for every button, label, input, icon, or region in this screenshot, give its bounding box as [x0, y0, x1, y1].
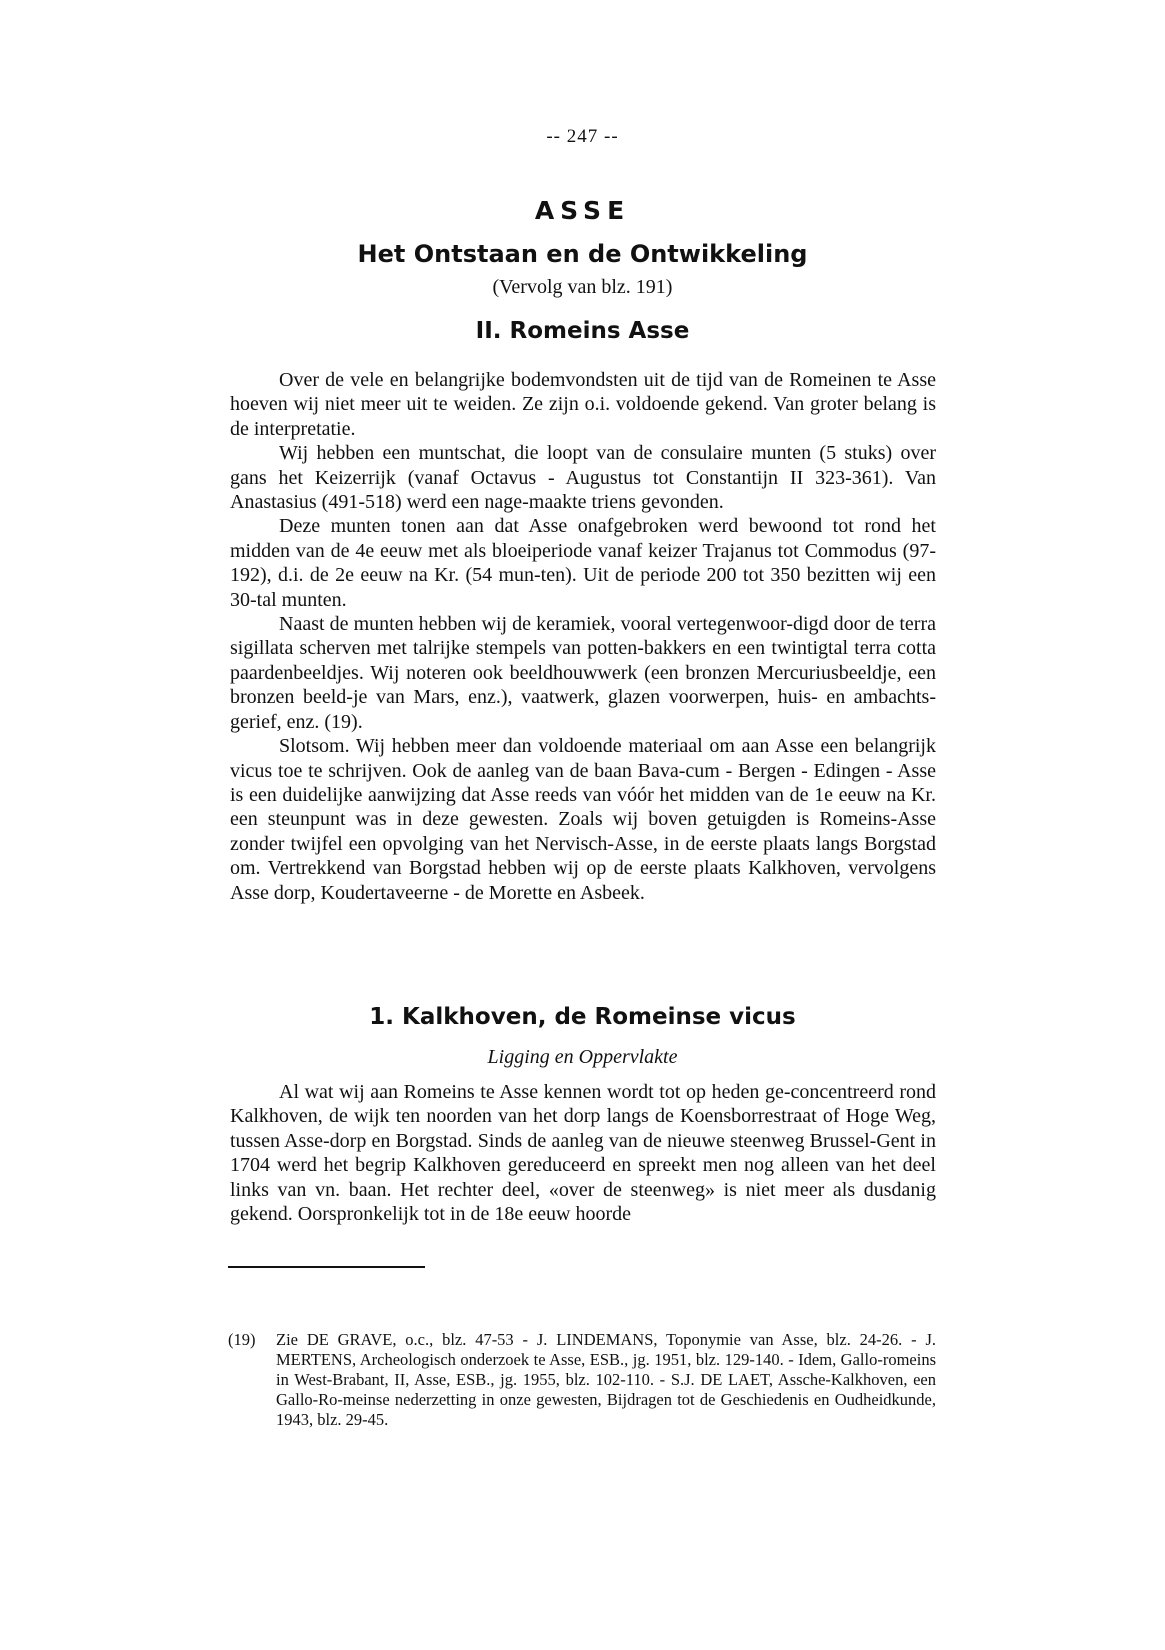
footnote-text: Zie DE GRAVE, o.c., blz. 47-53 - J. LINDEMANS, Toponymie van Asse, blz. 24-26. - J. MERTENS, Archeologisch onderzoek te Asse, ESB., jg. 1951, blz. 129-140. - Idem, Gallo-romeins in West-Brabant, II, Asse, ESB., jg. 1955, blz. 102-110. - S.J. DE LAET, Assche-Kalkhoven, een Gallo-Ro-meinse nederzetting in onze gewesten, Bijdragen tot de Geschiedenis en Oudheidkunde, 1943, blz. 29-45.	[276, 1330, 936, 1429]
page-subtitle: Het Ontstaan en de Ontwikkeling	[357, 240, 808, 268]
footnote-mark: (19)	[228, 1330, 256, 1349]
paragraph: Over de vele en belangrijke bodemvondsten uit de tijd van de Romeinen te Asse hoeven wij niet meer uit te weiden. Ze zijn o.i. voldoende gekend. Van groter belang is de interpretatie.	[230, 369, 936, 440]
paragraph: Slotsom. Wij hebben meer dan voldoende materiaal om aan Asse een belangrijk vicus toe te schrijven. Ook de aanleg van de baan Bava-cum - Bergen - Edingen - Asse is een duidelijke aanwijzing dat Asse reeds van vóór het midden van de 1e eeuw na Kr. een steunpunt was in deze gewesten. Zoals wij boven getuigden is Romeins-Asse zonder twijfel een opvolging van het Nervisch-Asse, in de eerste plaats langs Borgstad om. Vertrekkend van Borgstad hebben wij op de eerste plaats Kalkhoven, vervolgens Asse dorp, Koudertaveerne - de Morette en Asbeek.	[230, 735, 936, 904]
paragraph: Naast de munten hebben wij de keramiek, vooral vertegenwoor-digd door de terra sigillata scherven met talrijke stempels van potten-bakkers en een twintigtal terra cotta paardenbeeldjes. Wij noteren ook beeldhouwwerk (een bronzen Mercuriusbeeldje, een bronzen beeld-je van Mars, enz.), vaatwerk, glazen voorwerpen, huis- en ambachts-gerief, enz. (19).	[230, 613, 936, 733]
section-body-kalkhoven	[230, 1080, 936, 1226]
page-number: -- 247 --	[546, 126, 619, 147]
section-heading-romeins-asse: II. Romeins Asse	[475, 318, 690, 344]
subsection-heading-ligging: Ligging en Oppervlakte	[487, 1046, 678, 1068]
footnote-divider	[228, 1266, 425, 1268]
continuation-note: (Vervolg van blz. 191)	[492, 276, 673, 298]
paragraph: Wij hebben een muntschat, die loopt van de consulaire munten (5 stuks) over gans het Keizerrijk (vanaf Octavus - Augustus tot Constantijn II 323-361). Van Anastasius (491-518) werd een nage-maakte triens gevonden.	[230, 442, 936, 514]
page-title: ASSE	[534, 196, 631, 225]
section-heading-kalkhoven: 1. Kalkhoven, de Romeinse vicus	[369, 1004, 796, 1030]
paragraph: Deze munten tonen aan dat Asse onafgebroken werd bewoond tot rond het midden van de 4e eeuw met als bloeiperiode vanaf keizer Trajanus tot Commodus (97-192), d.i. de 2e eeuw na Kr. (54 mun-ten). Uit de periode 200 tot 350 bezitten wij een 30-tal munten.	[230, 515, 936, 611]
paragraph: Al wat wij aan Romeins te Asse kennen wordt tot op heden ge-concentreerd rond Kalkhoven, de wijk ten noorden van het dorp langs de Koensborrestraat of Hoge Weg, tussen Asse-dorp en Borgstad. Sinds de aanleg van de nieuwe steenweg Brussel-Gent in 1704 werd het begrip Kalkhoven gereduceerd en spreekt men nog alleen van het deel links van vn. baan. Het rechter deel, «over de steenweg» is niet meer als dusdanig gekend. Oorspronkelijk tot in de 18e eeuw hoorde	[230, 1081, 936, 1226]
footnote	[228, 1330, 936, 1430]
section-body-romeins-asse	[230, 368, 936, 905]
